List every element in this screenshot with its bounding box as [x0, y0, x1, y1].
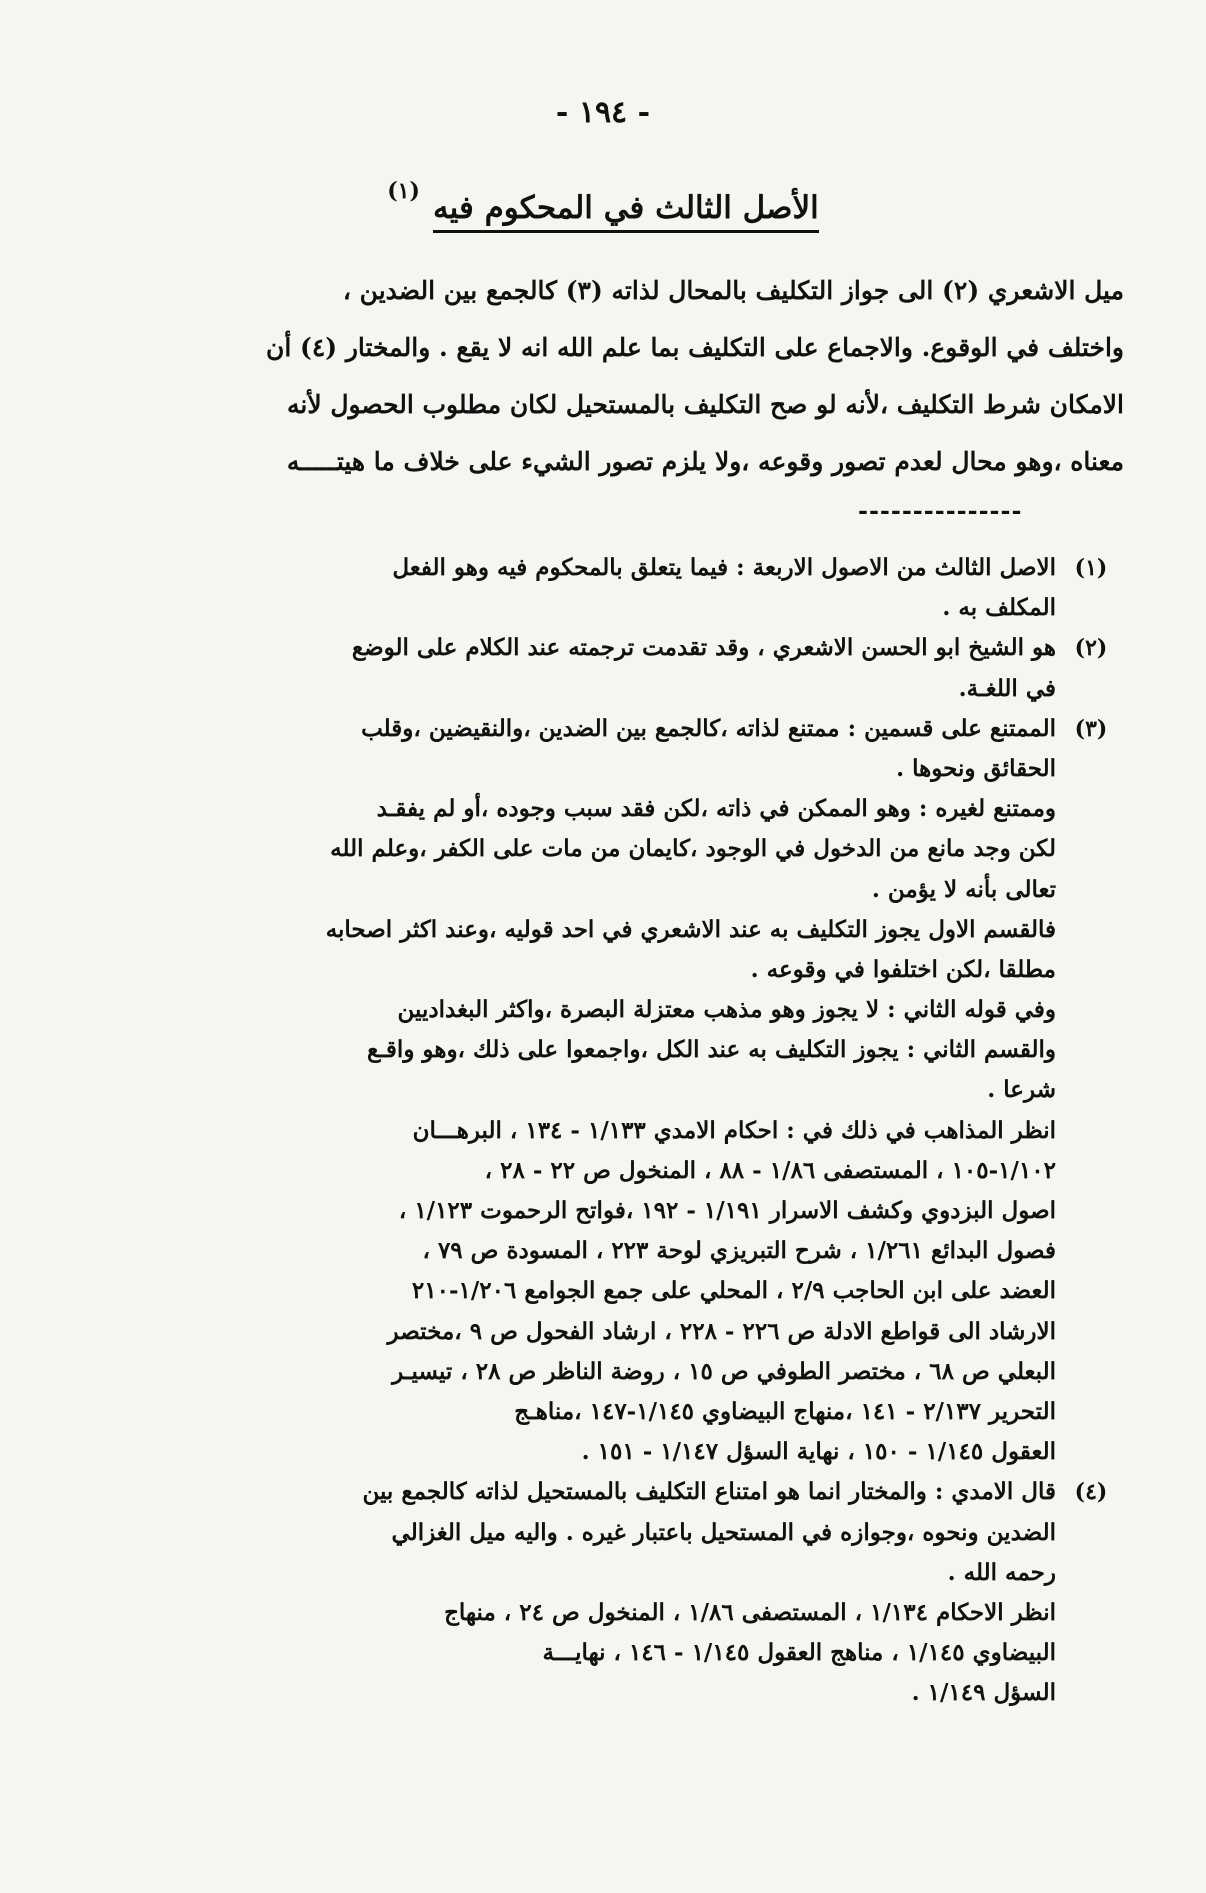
footnote-number: (٢)	[1074, 635, 1108, 662]
title-footnote-marker: (١)	[387, 178, 420, 204]
footnote-line: الاصل الثالث من الاصول الاربعة : فيما يتعلق بالمحكوم فيه وهو الفعل	[392, 554, 1056, 581]
footnote-line: الضدين ونحوه ،وجوازه في المستحيل باعتبار غيره . واليه ميل الغزالي	[391, 1518, 1056, 1546]
footnote-line: ١/١٠٢-١٠٥ ، المستصفى ١/٨٦ - ٨٨ ، المنخول ص ٢٢ - ٢٨ ،	[484, 1156, 1056, 1184]
footnote-line: في اللغـة.	[958, 674, 1056, 702]
footnote-line: الحقائق ونحوها .	[896, 754, 1056, 782]
footnote	[150, 1472, 1126, 1713]
footnote-line: التحرير ٢/١٣٧ - ١٤١ ،منهاج البيضاوي ١/١٤٥-١٤٧ ،مناهـج	[514, 1397, 1056, 1425]
footnote-line: السؤل ١/١٤٩ .	[911, 1679, 1056, 1707]
footnote-line: فصول البدائع ١/٢٦١ ، شرح التبريزي لوحة ٢٢٣ ، المسودة ص ٧٩ ،	[422, 1237, 1056, 1265]
footnote	[150, 628, 1126, 708]
footnote-text	[150, 709, 1056, 1473]
footnote-line: وممتنع لغيره : وهو الممكن في ذاته ،لكن فقد سبب وجوده ،أو لم يفقـد	[376, 795, 1056, 823]
footnote	[150, 548, 1126, 628]
footnote-line: الممتنع على قسمين : ممتنع لذاته ،كالجمع بين الضدين ،والنقيضين ،وقلب	[361, 714, 1056, 742]
page-number: - ١٩٤ -	[555, 95, 651, 130]
footnote-line: انظر الاحكام ١/١٣٤ ، المستصفى ١/٨٦ ، المنخول ص ٢٤ ، منهاج	[444, 1598, 1056, 1626]
footnote-line: الارشاد الى قواطع الادلة ص ٢٢٦ - ٢٢٨ ، ارشاد الفحول ص ٩ ،مختصر	[387, 1317, 1056, 1345]
footnote-number: (٣)	[1074, 715, 1108, 742]
footnote-line: العضد على ابن الحاجب ٢/٩ ، المحلي على جمع الجوامع ١/٢٠٦-٢١٠	[411, 1277, 1056, 1305]
footnote-line: مطلقا ،لكن اختلفوا في وقوعه .	[750, 955, 1056, 983]
body-line: واختلف في الوقوع. والاجماع على التكليف بما علم الله انه لا يقع . والمختار (٤) أن	[266, 333, 1124, 362]
section-title-text: الأصل الثالث في المحكوم فيه	[433, 190, 819, 233]
footnote-number: (٤)	[1074, 1479, 1108, 1506]
body-line: الامكان شرط التكليف ،لأنه لو صح التكليف بالمستحيل لكان مطلوب الحصول لأنه	[287, 390, 1124, 419]
footnote	[150, 709, 1126, 1473]
footnotes	[150, 548, 1126, 1713]
footnote-line: اصول البزدوي وكشف الاسرار ١/١٩١ - ١٩٢ ،فواتح الرحموت ١/١٢٣ ،	[398, 1197, 1056, 1224]
footnote-line: البعلي ص ٦٨ ، مختصر الطوفي ص ١٥ ، روضة الناظر ص ٢٨ ، تيسيـر	[392, 1357, 1056, 1385]
footnote-line: العقول ١/١٤٥ - ١٥٠ ، نهاية السؤل ١/١٤٧ - ١٥١ .	[581, 1438, 1056, 1466]
footnote-line: هو الشيخ ابو الحسن الاشعري ، وقد تقدمت ترجمته عند الكلام على الوضع	[351, 634, 1056, 662]
main-text	[158, 262, 1124, 490]
footnote-text	[150, 548, 1056, 628]
body-line: ميل الاشعري (٢) الى جواز التكليف بالمحال لذاته (٣) كالجمع بين الضدين ،	[342, 276, 1124, 305]
footnote-line: والقسم الثاني : يجوز التكليف به عند الكل ،واجمعوا على ذلك ،وهو واقـع	[366, 1036, 1056, 1064]
footnote-divider: ---------------	[858, 496, 1023, 525]
footnote-line: فالقسم الاول يجوز التكليف به عند الاشعري في احد قوليه ،وعند اكثر اصحابه	[325, 915, 1056, 943]
footnote-line: تعالى بأنه لا يؤمن .	[871, 875, 1056, 903]
footnote-line: البيضاوي ١/١٤٥ ، مناهج العقول ١/١٤٥ - ١٤٦ ، نهايـــة	[542, 1639, 1056, 1667]
footnote-line: لكن وجد مانع من الدخول في الوجود ،كايمان من مات على الكفر ،وعلم الله	[330, 835, 1056, 863]
footnote-line: رحمه الله .	[947, 1558, 1056, 1586]
footnote-number: (١)	[1074, 555, 1108, 581]
section-title	[0, 178, 1206, 233]
body-line: معناه ،وهو محال لعدم تصور وقوعه ،ولا يلزم تصور الشيء على خلاف ما هيتـــــه	[286, 447, 1124, 476]
footnote-text	[150, 1472, 1056, 1713]
footnote-text	[150, 628, 1056, 708]
footnote-line: انظر المذاهب في ذلك في : احكام الامدي ١/١٣٣ - ١٣٤ ، البرهـــان	[412, 1116, 1056, 1144]
footnote-line: قال الامدي : والمختار انما هو امتناع التكليف بالمستحيل لذاته كالجمع بين	[362, 1478, 1056, 1506]
footnote-line: المكلف به .	[942, 594, 1056, 622]
footnote-line: وفي قوله الثاني : لا يجوز وهو مذهب معتزلة البصرة ،واكثر البغداديين	[397, 996, 1056, 1024]
footnote-line: شرعا .	[987, 1076, 1056, 1104]
